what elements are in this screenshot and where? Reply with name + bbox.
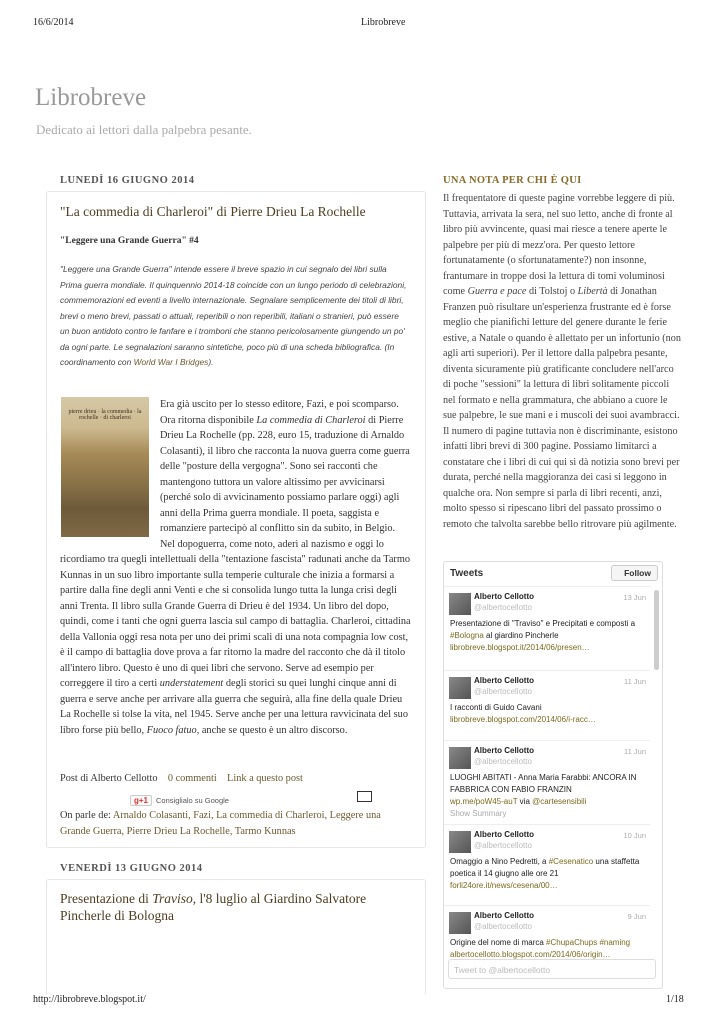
book-cover-text: pierre drieu · la commedia · la rochelle · di charleroi xyxy=(68,409,142,421)
comments-link[interactable]: 0 commenti xyxy=(167,773,217,784)
tweet[interactable] xyxy=(444,670,650,733)
tweet-handle[interactable]: @albertocellotto xyxy=(474,687,532,696)
tweet-input[interactable]: Tweet to @albertocellotto xyxy=(448,959,656,979)
tweet[interactable] xyxy=(444,905,650,962)
scrollbar[interactable] xyxy=(654,590,659,670)
twitter-widget xyxy=(443,561,663,989)
tweet-link[interactable]: forli24ore.it/news/cesena/00… xyxy=(450,881,558,890)
tweet[interactable] xyxy=(444,740,650,817)
tweet-link[interactable]: wp.me/poW45-auT xyxy=(450,797,518,806)
tweet-handle[interactable]: @albertocellotto xyxy=(474,603,532,612)
post-body: Era già uscito per lo stesso editore, Fazi, e poi scomparso. Ora ritorna disponibile La commedia di Charleroi di Pierre Drieu La Rochelle (pp. 228, euro 15, traduzione di Arnaldo Colasanti), il libro che racconta la nuova guerra come guerra delle "posture della vergogna". Sono sei racconti che mantengono tuttora un valore altissimo per avvicinarsi (perché solo di avvicinamento possiamo parlare oggi) agli anni della Prima guerra mondiale. Il poeta, saggista e romanziere partecipò al conflitto sin da subito, in Belgio. Nel dopoguerra, come noto, aderì al nazismo e oggi lo ricordiamo tra quegli intellettuali della "tentazione fascista" radunati anche da Tarmo Kunnas in un suo libro importante sulla temperie culturale che inizia a formarsi a partire dalla fine degli anni Venti e che si consolida lungo tutta la lunga crisi degli anni Trenta. Il libro sulla Grande Guerra di Drieu è del 1934. Un libro del dopo, quindi, come i tanti che ogni guerra lascia sul campo di battaglia. Charleroi, cittadina della Vallonia oggi resa nota per uno dei primi scali di una nota compagnia low cost, è il campo di battaglia dove prova a far ritorno la madre del racconto che dà il titolo all'intero libro. Questo è uno di quei libri che servono. Serve ad esempio per correggere il tiro a certi understatement degli storici su quei lunghi cinque anni di guerra e serve anche per arrivare alla guerra che seguirà, alla fine della quale Drieu La Rochelle si tolse la vita, nel 1945. Serve anche per una lettura ravvicinata del suo libro forse più bello, Fuoco fatuo, anche se questo è un altro discorso. xyxy=(60,399,411,736)
print-date: 16/6/2014 xyxy=(33,17,74,28)
intro-link[interactable]: World War I Bridges xyxy=(133,357,209,367)
post-date-2: VENERDÌ 13 GIUGNO 2014 xyxy=(60,863,203,874)
tweet-link[interactable]: librobreve.blogspot.it/2014/06/presen… xyxy=(450,643,590,652)
post-labels: On parle de: Arnaldo Colasanti, Fazi, La commedia di Charleroi, Leggere una Grande Guerra, Pierre Drieu La Rochelle, Tarmo Kunnas xyxy=(60,810,381,837)
tweet-author[interactable]: Alberto Cellotto xyxy=(474,830,534,839)
tweet-date[interactable]: 11 Jun xyxy=(624,747,646,756)
post-author: Post di Alberto Cellotto xyxy=(60,773,158,784)
tweet-date[interactable]: 13 Jun xyxy=(623,593,646,602)
gplus-button[interactable]: g+1 xyxy=(130,795,152,806)
tweet-handle[interactable]: @albertocellotto xyxy=(474,841,532,850)
tweet-author[interactable]: Alberto Cellotto xyxy=(474,746,534,755)
follow-button[interactable]: Follow xyxy=(611,565,658,581)
avatar[interactable] xyxy=(449,831,471,853)
print-url: http://librobreve.blogspot.it/ xyxy=(33,994,146,1005)
tweet-date[interactable]: 11 Jun xyxy=(624,677,646,686)
avatar[interactable] xyxy=(449,677,471,699)
post-card-2 xyxy=(46,879,426,995)
show-summary[interactable]: Show Summary xyxy=(450,809,507,818)
avatar[interactable] xyxy=(449,593,471,615)
print-page-number: 1/18 xyxy=(666,994,684,1005)
permalink[interactable]: Link a questo post xyxy=(227,773,303,784)
tweet-handle[interactable]: @albertocellotto xyxy=(474,757,532,766)
tweet-link[interactable]: librobreve.blogspot.com/2014/06/i-racc… xyxy=(450,715,596,724)
sidebar-text: Il frequentatore di queste pagine vorrebbe leggere di più. Tuttavia, arrivata la sera, nel suo letto, anche di fronte al libro più avvincente, quasi mai riesce a tenere aperte le palpebre per più di mezz'ora. Per questo lettore fortunatamente (o sfortunatamente?) non insonne, frantumare in troppe dosi la lettura di tomi voluminosi come Guerra e pace di Tolstoj o Libertà di Jonathan Franzen può risultare un'esperienza frustrante ed è forse meglio che pianifichi letture del genere durante le ferie estive, a Natale o quando è allettato per un infortunio (non agli arti superiori). Per il lettore dalla palpebra pesante, diventa sicuramente più gratificante concludere nell'arco di poche "sessioni" la lettura di libri solitamente piccoli nel formato e nella grammatura, che abbiano a cuore le sue palpebre, le sue mani e i muscoli dei suoi avambracci. Il numero di pagine tuttavia non è discriminante, esistono infatti libri brevi di 300 pagine. Possiamo limitarci a constatare che i libri di cui qui si dà notizia sono brevi per durata, perché nella maggioranza dei casi si leggono in qualche ora. Non sempre si parla di libri recenti, anzi, molto spesso si ripescano libri del passato prossimo o remoto che talvolta sarebbe bello ritrovare più agilmente. xyxy=(443,193,681,530)
blog-description: Dedicato ai lettori dalla palpebra pesante. xyxy=(36,122,252,137)
post-title-2[interactable]: Presentazione di Traviso, l'8 luglio al Giardino Salvatore Pincherle di Bologna xyxy=(60,891,367,923)
post-intro: "Leggere una Grande Guerra" intende essere il breve spazio in cui segnalo dei libri sulla Prima guerra mondiale. Il quinquennio 2014-18 coincide con un lungo periodo di celebrazioni, commemorazioni ed eventi a livello internazionale. Segnalare semplicemente dei titoli di libri, brevi o meno brevi, passati o attuali, reperibili o non reperibili, italiani o stranieri, può essere un buon antidoto contro le fanfare e i tromboni che stanno pericolosamente giungendo un po' da ogni parte. Le segnalazioni saranno sintetiche, poco più di una scheda bibliografica. (In coordinamento con World War I Bridges). xyxy=(60,264,407,367)
email-icon[interactable] xyxy=(357,791,372,802)
post-date: LUNEDÌ 16 GIUGNO 2014 xyxy=(60,175,195,186)
share-row xyxy=(130,790,229,808)
twitter-title: Tweets xyxy=(450,568,484,579)
sidebar-heading: UNA NOTA PER CHI È QUI xyxy=(443,175,582,186)
post-subtitle: "Leggere una Grande Guerra" #4 xyxy=(60,236,199,246)
blog-title[interactable]: Librobreve xyxy=(35,84,147,111)
tweet[interactable] xyxy=(444,824,650,899)
tweet-text: Presentazione di "Traviso" e Precipitati e composti a #Bologna al giardino Pincherle librobreve.blogspot.it/2014/06/presen… xyxy=(450,619,636,652)
tweet-date[interactable]: 10 Jun xyxy=(623,831,646,840)
tweet-text: I racconti di Guido Cavani librobreve.blogspot.com/2014/06/i-racc… xyxy=(450,703,596,724)
tweet-author[interactable]: Alberto Cellotto xyxy=(474,911,534,920)
gplus-label: Consiglialo su Google xyxy=(156,796,229,805)
tweet[interactable] xyxy=(444,586,650,652)
post-meta xyxy=(60,771,303,787)
tweet-text: Origine del nome di marca #ChupaChups #naming albertocellotto.blogspot.com/2014/06/origin… xyxy=(450,938,631,959)
tweet-link[interactable]: albertocellotto.blogspot.com/2014/06/origin… xyxy=(450,950,611,959)
tweet-text: LUOGHI ABITATI - Anna Maria Farabbi: ANCORA IN FABBRICA CON FABIO FRANZIN wp.me/poW45-auT via @cartesensibili Show Summary xyxy=(450,773,637,818)
tweet-date[interactable]: 9 Jun xyxy=(627,912,646,921)
avatar[interactable] xyxy=(449,747,471,769)
tweet-text: Omaggio a Nino Pedretti, a #Cesenatico una staffetta poetica il 14 giugno alle ore 21 forli24ore.it/news/cesena/00… xyxy=(450,857,640,890)
post-title[interactable]: "La commedia di Charleroi" di Pierre Drieu La Rochelle xyxy=(60,204,366,219)
tweet-author[interactable]: Alberto Cellotto xyxy=(474,592,534,601)
print-title: Librobreve xyxy=(361,17,406,28)
post-card xyxy=(46,191,426,848)
avatar[interactable] xyxy=(449,912,471,934)
tweet-author[interactable]: Alberto Cellotto xyxy=(474,676,534,685)
tweet-handle[interactable]: @albertocellotto xyxy=(474,922,532,931)
label-links[interactable]: Arnaldo Colasanti, Fazi, La commedia di Charleroi, Leggere una Grande Guerra, Pierre Drieu La Rochelle, Tarmo Kunnas xyxy=(60,810,381,837)
